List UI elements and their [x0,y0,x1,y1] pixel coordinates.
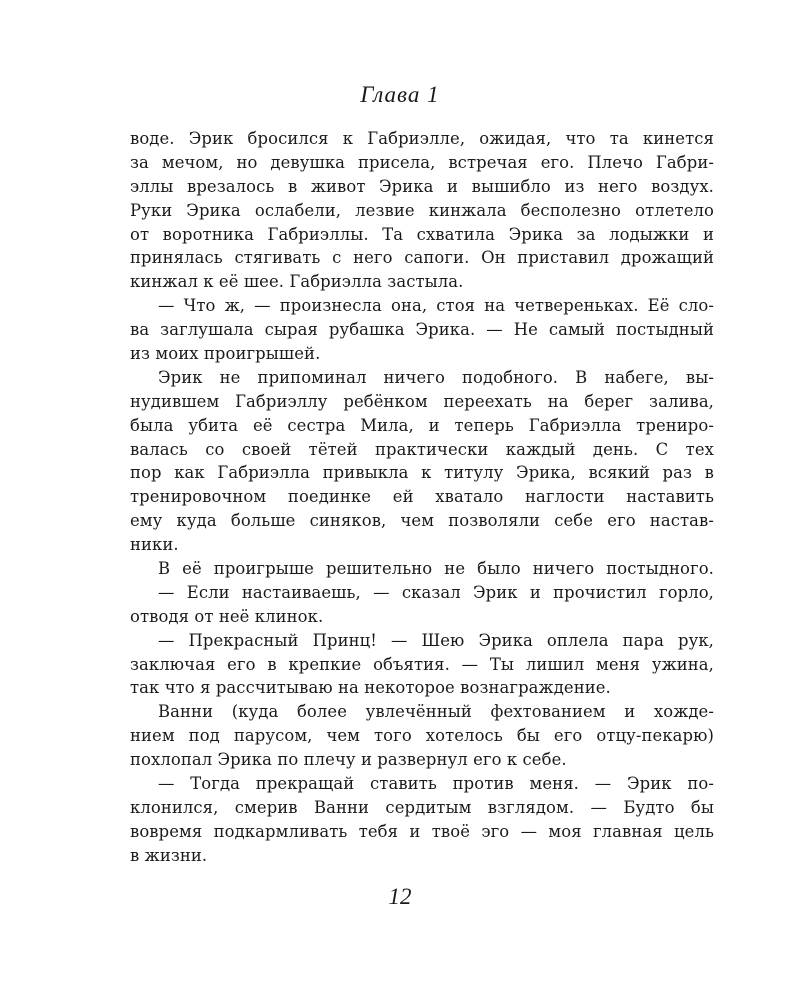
text-line: принялась стягивать с него сапоги. Он приставил дрожащий [130,248,714,268]
text-line: эллы врезалось в живот Эрика и вышибло из него воздух. [130,176,714,196]
text-line: Ванни (куда более увлечённый фехтованием и хожде- [158,702,714,722]
text-line: — Если настаиваешь, — сказал Эрик и прочистил горло, [158,582,714,602]
text-line: В её проигрыше решительно не было ничего постыдного. [158,559,714,579]
text-line: валась со своей тётей практически каждый день. С тех [130,439,714,459]
page-number: 12 [388,884,412,909]
text-line: из моих проигрышей. [130,344,321,364]
text-line: Руки Эрика ослабели, лезвие кинжала бесполезно отлетело [130,200,714,220]
text-line: заключая его в крепкие объятия. — Ты лишил меня ужина, [130,654,714,674]
text-line: ники. [130,535,179,555]
chapter-header: Глава 1 [360,82,440,107]
text-line: нием под парусом, чем того хотелось бы его отцу-пекарю) [130,726,714,746]
text-line: так что я рассчитываю на некоторое вознаграждение. [130,678,611,698]
text-line: ему куда больше синяков, чем позволяли себе его настав- [130,511,714,531]
text-line: — Что ж, — произнесла она, стоя на четвереньках. Её сло- [158,296,714,316]
text-line: — Прекрасный Принц! — Шею Эрика оплела пара рук, [158,630,714,650]
text-line: вовремя подкармливать тебя и твоё эго — моя главная цель [130,821,714,841]
text-line: — Тогда прекращай ставить против меня. — Эрик по- [158,774,714,794]
text-line: ва заглушала сырая рубашка Эрика. — Не самый постыдный [130,320,714,340]
text-line: отводя от неё клинок. [130,606,324,626]
body-text [130,127,714,868]
text-line: кинжал к её шее. Габриэлла застыла. [130,272,464,292]
text-line: за мечом, но девушка присела, встречая его. Плечо Габри- [130,152,714,172]
text-line: нудившем Габриэллу ребёнком переехать на берег залива, [130,391,714,411]
text-line: воде. Эрик бросился к Габриэлле, ожидая, что та кинется [130,129,714,148]
text-line: была убита её сестра Мила, и теперь Габриэлла трениро- [130,415,714,435]
text-line: от воротника Габриэллы. Та схватила Эрика за лодыжки и [130,224,714,244]
text-line: пор как Габриэлла привыкла к титулу Эрика, всякий раз в [130,463,714,483]
text-line: Эрик не припоминал ничего подобного. В набеге, вы- [158,367,714,387]
text-line: в жизни. [130,845,208,865]
text-line: клонился, смерив Ванни сердитым взглядом. — Будто бы [130,797,714,817]
text-line: похлопал Эрика по плечу и развернул его к себе. [130,750,567,770]
text-line: тренировочном поединке ей хватало наглости наставить [130,487,714,507]
